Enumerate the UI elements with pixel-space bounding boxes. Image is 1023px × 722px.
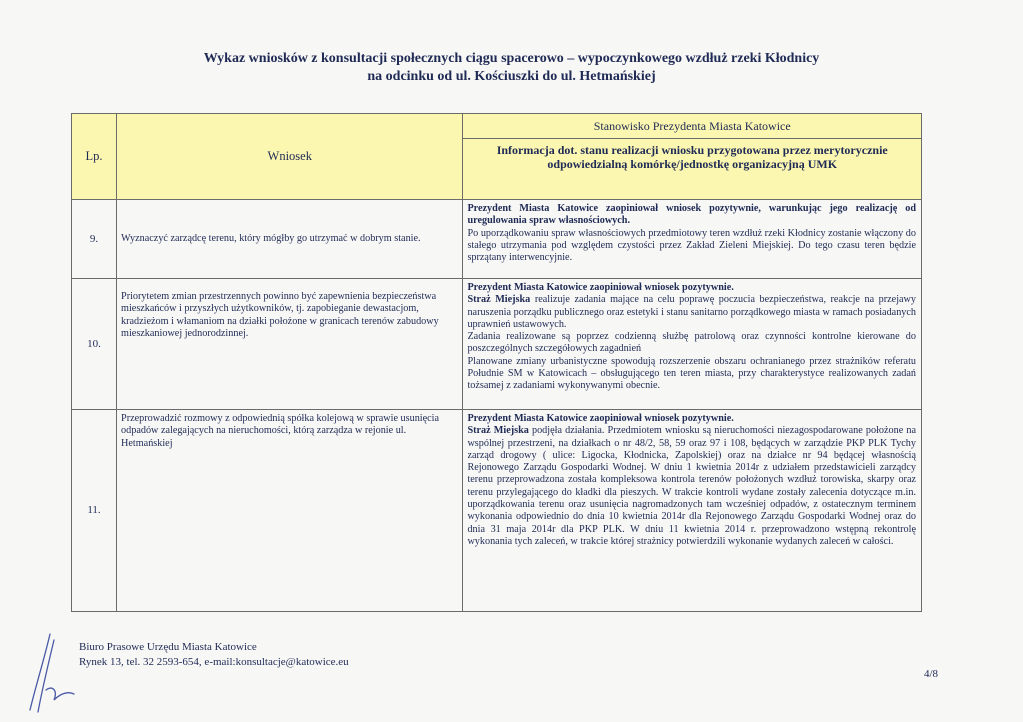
header-position: Stanowisko Prezydenta Miasta Katowice (463, 114, 922, 139)
table-header-row (72, 114, 922, 139)
row-number: 11. (72, 410, 117, 612)
response-text: Po uporządkowaniu spraw własnościowych przedmiotowy teren wzdłuż rzeki Kłodnicy zostanie włączony do stałego utrzymania pod względem czystości przez Zakład Zieleni Miejskiej. Do tego czasu teren będzie sprzątany interwencyjnie. (467, 227, 916, 264)
response-body: podjęła działania. Przedmiotem wniosku są nieruchomości niezagospodarowane położone na wspólnej przestrzeni, na działkach o nr 48/2, 58, 59 oraz 97 i 108, będących w zarządzie PKP PLK Tychy zarząd drogowy ( ulice: Ligocka, Kłodnicka, Zapolskiej) oraz na działce nr 94 będącej własnością Rejonowego Zarządu Gospodarki Wodnej. W dniu 1 kwietnia 2014r z udziałem przedstawicieli zarządcy terenu przeprowadzona została kompleksowa kontrola terenów położonych wzdłuż torowiska, skarpy oraz terenu przylegającego do kładki dla pieszych. W trakcie kontroli wydane zostały zalecenia dotyczące m.in. uporządkowania terenu oraz usunięcia nagromadzonych tam wcześniej odpadów, z ostatecznym terminem wykonania odpowiednio do dnia 10 kwietnia 2014r dla Rejonowego Zarządu Gospodarki Wodnej oraz do dnia 31 maja 2014r dla PKP PLK. W dniu 11 kwietnia 2014 r. przeprowadzono wstępną rekontrolę wykonania tych zaleceń, w trakcie której strażnicy potwierdzili wykonanie wydanych zaleceń w całości. (467, 425, 916, 547)
response-text (467, 294, 916, 331)
footer-contact (79, 640, 349, 670)
response-heading: Prezydent Miasta Katowice zaopiniował wniosek pozytywnie. (467, 413, 734, 424)
row-number: 10. (72, 279, 117, 410)
response-heading: Prezydent Miasta Katowice zaopiniował wniosek pozytywnie. (467, 282, 734, 293)
table-row (72, 410, 922, 612)
response-cell (463, 200, 922, 279)
table-row (72, 279, 922, 410)
row-number: 9. (72, 200, 117, 279)
footer-line-2: Rynek 13, tel. 32 2593-654, e-mail:konsultacje@katowice.eu (79, 656, 349, 668)
response-lead: Straż Miejska (467, 294, 531, 306)
response-text (467, 425, 916, 548)
title-line-2: na odcinku od ul. Kościuszki do ul. Hetmańskiej (367, 69, 656, 84)
response-heading: Prezydent Miasta Katowice zaopiniował wniosek pozytywnie, warunkując jego realizację od uregulowania spraw własnościowych. (467, 203, 916, 227)
request-text: Przeprowadzić rozmowy z odpowiednią spółka kolejową w sprawie usunięcia odpadów zalegających na nieruchomości, którą zarządza w rejonie ul. Hetmańskiej (117, 410, 463, 612)
request-text: Wyznaczyć zarządcę terenu, który mógłby go utrzymać w dobrym stanie. (117, 200, 463, 279)
response-lead: Straż Miejska (467, 425, 529, 437)
response-text: Zadania realizowane są poprzez codzienną służbę patrolową oraz czynności kontrolne kierowane do poszczególnych szczegółowych zagadnień (467, 331, 916, 355)
response-text: Planowane zmiany urbanistyczne spowodują rozszerzenie obszaru ochranianego przez strażników referatu Południe SM w Katowicach – obsługującego ten teren miasta, przy charakterystyce realizowanych zadań tożsamej z zadaniami wykonywanymi obecnie. (467, 355, 916, 392)
header-position-info: Informacja dot. stanu realizacji wniosku przygotowana przez merytorycznie odpowiedzialną komórkę/jednostkę organizacyjną UMK (463, 139, 922, 200)
header-lp: Lp. (72, 114, 117, 200)
signature-mark (28, 630, 78, 715)
requests-table (71, 113, 922, 612)
table-row (72, 200, 922, 279)
response-body: realizuje zadania mające na celu poprawę poczucia bezpieczeństwa, reakcje na przejawy naruszenia porządku publicznego oraz estetyki i stanu sanitarno porządkowego miasta w ramach posiadanych uprawnień ustawowych. (467, 294, 916, 330)
footer-line-1: Biuro Prasowe Urzędu Miasta Katowice (79, 641, 257, 653)
response-cell (463, 410, 922, 612)
response-cell (463, 279, 922, 410)
page-number: 4/8 (923, 668, 938, 680)
header-request: Wniosek (117, 114, 463, 200)
title-line-1: Wykaz wniosków z konsultacji społecznych ciągu spacerowo – wypoczynkowego wzdłuż rzeki Kłodnicy (203, 51, 820, 66)
document-title (0, 50, 1023, 86)
request-text: Priorytetem zmian przestrzennych powinno być zapewnienia bezpieczeństwa mieszkańców i przyszłych użytkowników, tj. zapobieganie dewastacjom, kradzieżom i włamaniom na działki położone w granicach terenów zabudowy mieszkaniowej jednorodzinnej. (117, 279, 463, 410)
